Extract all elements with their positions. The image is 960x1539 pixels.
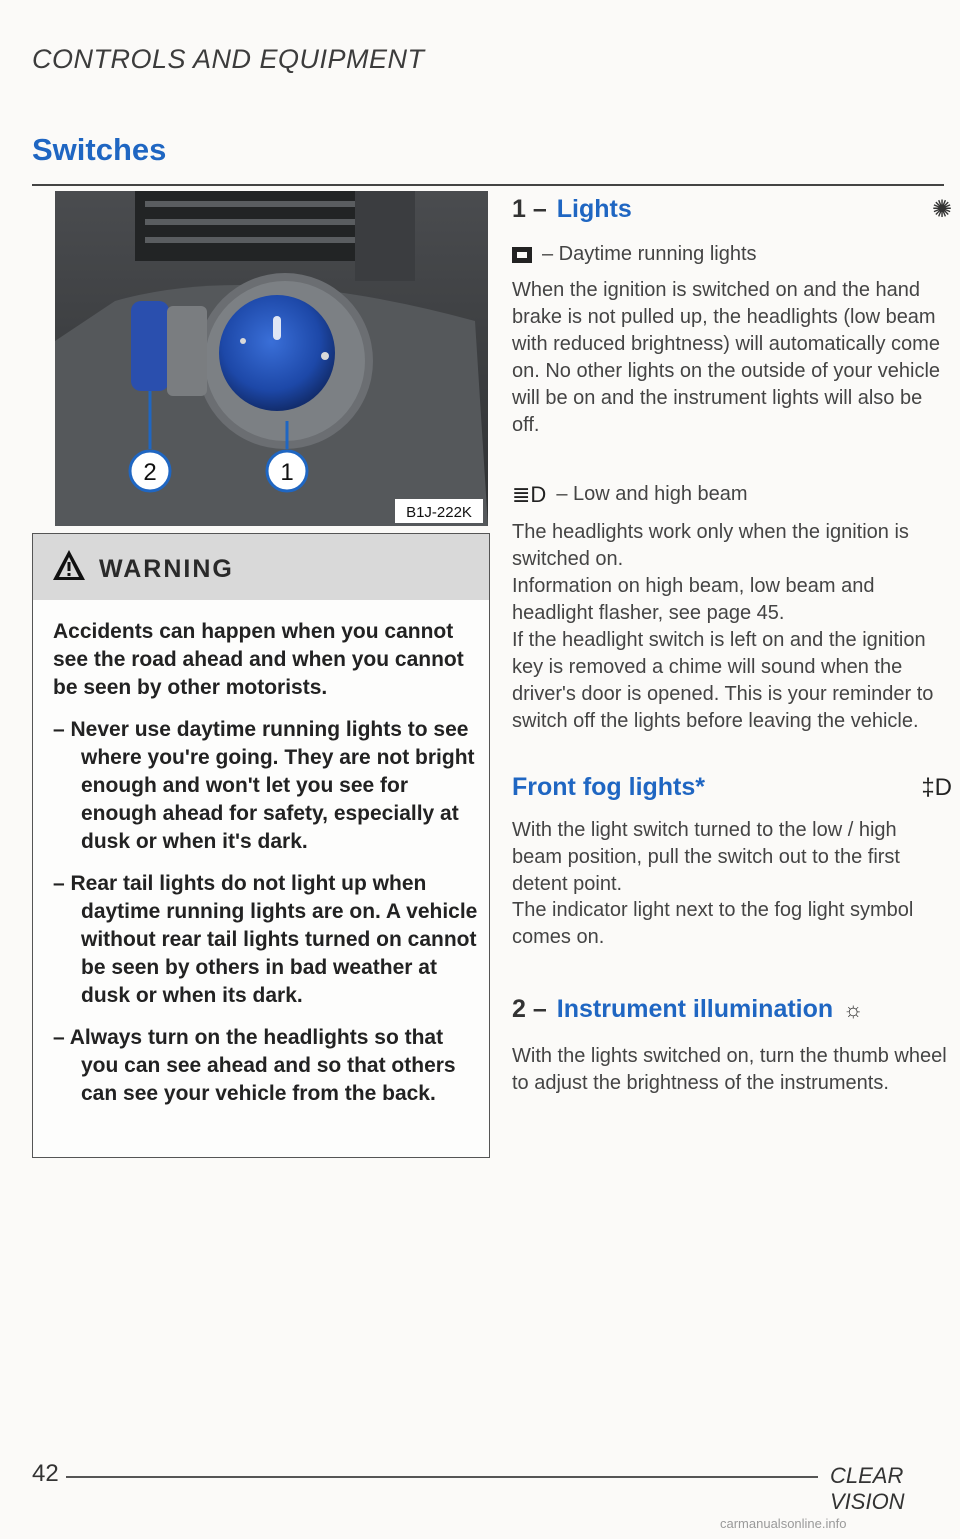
warning-triangle-icon — [51, 548, 87, 582]
fog-heading — [512, 774, 952, 801]
warning-body — [53, 618, 481, 1122]
beam-text-2: Information on high beam, low beam and headlight flasher, see page 45. — [512, 575, 875, 624]
beam-text-3: If the headlight switch is left on and the ignition key is removed a chime will sound when the driver's door is opened. This is your reminder to switch off the lights before leaving the vehicle. — [512, 629, 934, 732]
illumination-title: Instrument illumination — [556, 995, 834, 1023]
fog-title: Front fog lights* — [512, 773, 706, 801]
drl-icon — [512, 247, 532, 263]
page-number: 42 — [32, 1460, 59, 1487]
fog-text-2: The indicator light next to the fog light symbol comes on. — [512, 899, 914, 948]
drl-row — [512, 241, 952, 268]
lights-number: 1 – — [512, 195, 547, 223]
sun-icon: ✺ — [931, 196, 952, 223]
beam-text-1: The headlights work only when the ignition is switched on. — [512, 521, 909, 570]
top-rule — [32, 184, 944, 186]
lights-heading — [512, 196, 952, 223]
warning-bullet: – Never use daytime running lights to see where you're going. They are not bright enough and won't let you see for enough ahead for safety, especially at dusk or when it's dark. — [53, 718, 475, 853]
callout-2: 2 — [143, 459, 157, 486]
light-switch-photo — [55, 191, 488, 526]
watermark: carmanualsonline.info — [720, 1516, 847, 1531]
illumination-heading — [512, 996, 952, 1023]
illumination-text: With the lights switched on, turn the thumb wheel to adjust the brightness of the instruments. — [512, 1045, 947, 1094]
warning-bullet: – Always turn on the headlights so that you can see ahead and so that others can see your vehicle from the back. — [53, 1026, 456, 1105]
beam-label: – Low and high beam — [556, 483, 748, 505]
warning-box — [32, 533, 490, 1158]
footer-rule — [66, 1476, 818, 1478]
headlight-icon: ≣D — [512, 482, 547, 507]
illumination-number: 2 – — [512, 995, 547, 1023]
drl-label: – Daytime running lights — [542, 243, 757, 265]
callout-1: 1 — [280, 459, 294, 486]
footer-title: CLEAR VISION — [830, 1463, 905, 1514]
fog-text-1: With the light switch turned to the low / high beam position, pull the switch out to the first detent point. — [512, 819, 900, 895]
warning-intro: Accidents can happen when you cannot see the road ahead and when you cannot be seen by other motorists. — [53, 620, 464, 699]
page-title: Switches — [32, 132, 167, 167]
lights-title: Lights — [556, 195, 632, 223]
fog-light-icon: ‡D — [921, 774, 952, 801]
dimmer-icon: ☼ — [843, 997, 864, 1022]
warning-bullet: – Rear tail lights do not light up when daytime running lights are on. A vehicle without rear tail lights turned on cannot be seen by others in bad weather at dusk or when its dark. — [53, 872, 478, 1007]
warning-label: WARNING — [99, 555, 234, 583]
beam-row — [512, 481, 952, 508]
section-header: CONTROLS AND EQUIPMENT — [32, 44, 425, 74]
drl-text: When the ignition is switched on and the hand brake is not pulled up, the headlights (low beam with reduced brightness) will automatically come on. No other lights on the outside of your vehicle will be on and the instrument lights will also be off. — [512, 279, 941, 436]
figure-badge: B1J-222K — [406, 504, 472, 521]
